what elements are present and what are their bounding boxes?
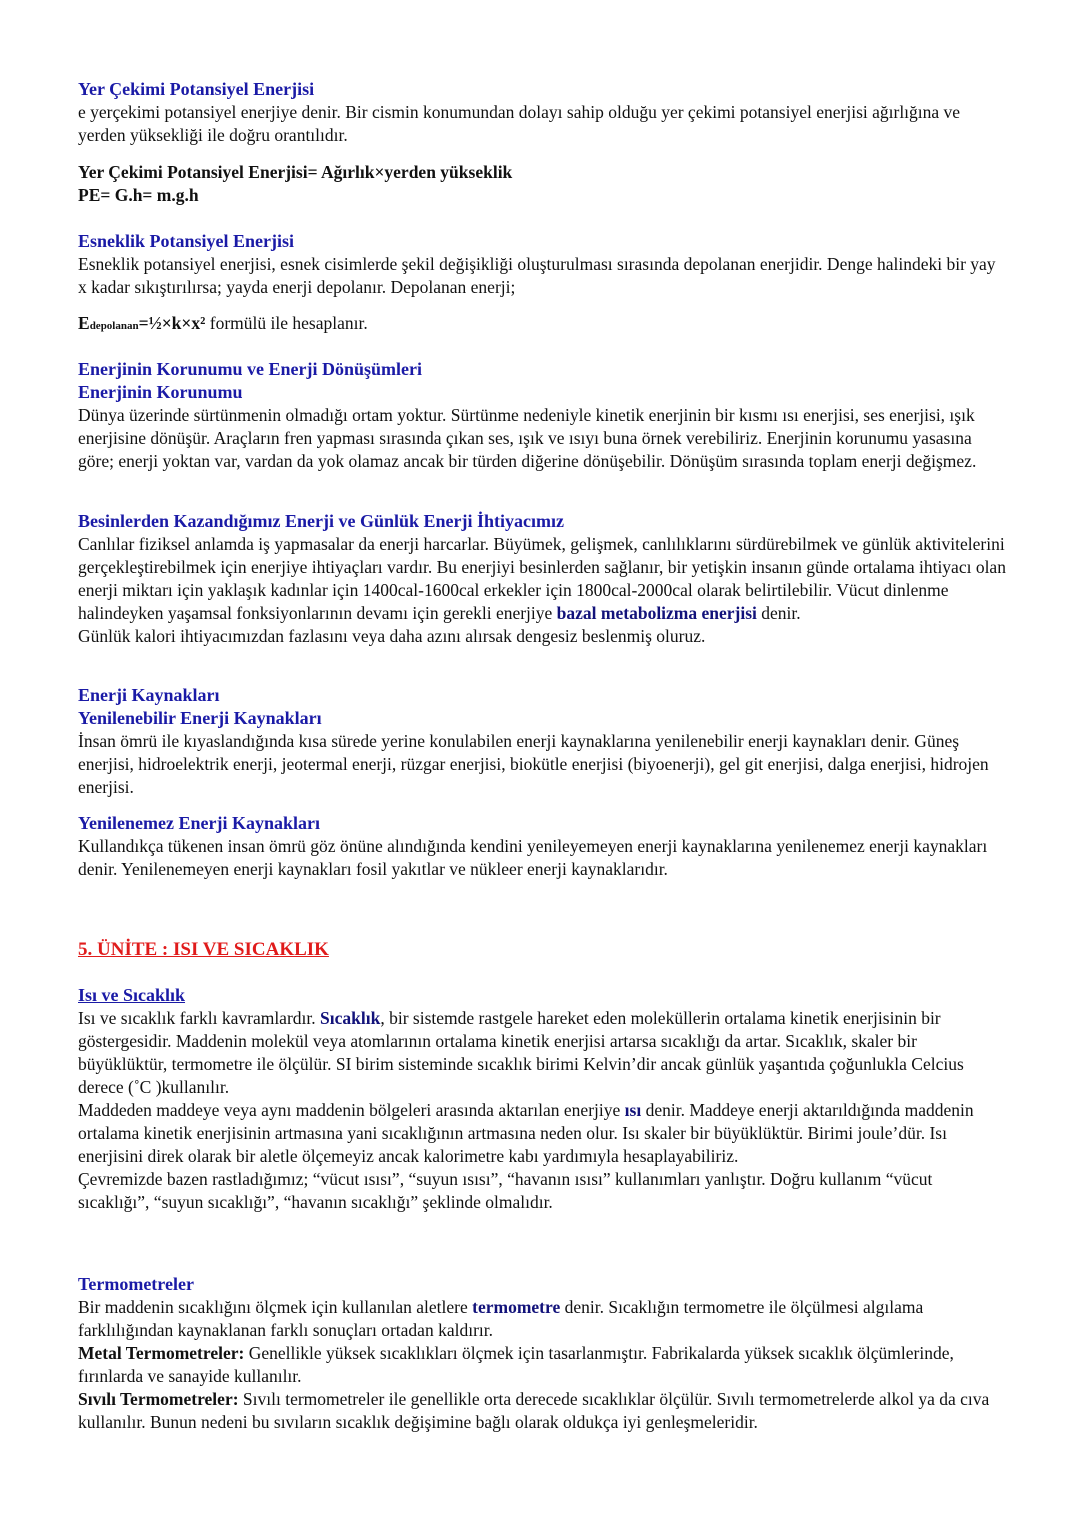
subheading: Enerjinin Korunumu bbox=[78, 382, 243, 402]
paragraph: e yerçekimi potansiyel enerjiye denir. Bir cismin konumundan dolayı sahip olduğu yer çekimi potansiyel enerjisi ağırlığına ve yerden yüksekliği ile doğru orantılıdır. bbox=[78, 102, 961, 145]
paragraph bbox=[78, 1296, 1008, 1342]
paragraph bbox=[78, 1099, 1008, 1168]
section-besinler bbox=[78, 510, 1008, 648]
paragraph: büyüklüktür, termometre ile ölçülür. SI birim sisteminde sıcaklık birimi Kelvin’dir ancak günlük yaşantıda çoğunlukla Celcius derece (˚C )kullanılır. bbox=[78, 1054, 964, 1097]
paragraph bbox=[78, 1388, 1008, 1434]
section-yer-cekimi bbox=[78, 78, 1008, 147]
highlight-term: Sıcaklık bbox=[320, 1008, 381, 1028]
formula-expression: =½×k×x² bbox=[138, 313, 206, 333]
paragraph: Esneklik potansiyel enerjisi, esnek cisimlerde şekil değişikliği oluşturulması sırasında depolanan enerjidir. Denge halindeki bir yay x kadar sıkıştırılırsa; yayda enerji depolanır. Depolanan enerji; bbox=[78, 254, 996, 297]
term-label: Sıvılı Termometreler: bbox=[78, 1389, 239, 1409]
section-termometreler bbox=[78, 1273, 1008, 1434]
formula-line bbox=[78, 312, 1008, 338]
heading: Isı ve Sıcaklık bbox=[78, 985, 186, 1005]
section-enerji-kaynaklari bbox=[78, 684, 1008, 799]
section-yenilenemez bbox=[78, 812, 1008, 881]
paragraph bbox=[78, 1342, 1008, 1388]
unit-title: 5. ÜNİTE : ISI VE SICAKLIK bbox=[78, 939, 329, 960]
heading: Esneklik Potansiyel Enerjisi bbox=[78, 231, 295, 251]
text: halindeyken yaşamsal fonksiyonlarının devamı için gerekli enerjiye bbox=[78, 603, 557, 623]
paragraph: İnsan ömrü ile kıyaslandığında kısa sürede yerine konulabilen enerji kaynaklarına yenilenebilir enerji kaynakları denir. Güneş enerjisi, hidroelektrik enerji, jeotermal enerji, rüzgar enerjisi, biokütle enerjisi (biyoenerji), gel git enerjisi, dalga enerjisi, hidrojen enerjisi. bbox=[78, 731, 989, 797]
highlight-term: ısı bbox=[624, 1100, 642, 1120]
subheading: Yenilenebilir Enerji Kaynakları bbox=[78, 708, 322, 728]
text: denir. Sıcaklığın termometre ile ölçülmesi algılama farklılığından kaynaklanan farklı sonuçları ortadan kaldırır. bbox=[78, 1297, 924, 1340]
text: Genellikle yüksek sıcaklıkları ölçmek için tasarlanmıştır. Fabrikalarda yüksek sıcaklık ölçümlerinde, fırınlarda ve sanayide kullanılır. bbox=[78, 1343, 954, 1386]
highlight-term: bazal metabolizma enerjisi bbox=[556, 603, 757, 623]
paragraph bbox=[78, 602, 1008, 625]
heading: Enerjinin Korunumu ve Enerji Dönüşümleri bbox=[78, 359, 423, 379]
heading: Besinlerden Kazandığımız Enerji ve Günlük Enerji İhtiyacımız bbox=[78, 511, 564, 531]
formula-tail: formülü ile hesaplanır. bbox=[205, 313, 368, 333]
text: , bir sistemde rastgele hareket eden moleküllerin ortalama kinetik enerjisinin bir göstergesidir. Maddenin molekül veya atomlarının ortalama kinetik enerjisi artarsa sıcaklığı da artar. Sıcaklık, skaler bir bbox=[78, 1008, 941, 1051]
text: denir. bbox=[756, 603, 801, 623]
heading: Yer Çekimi Potansiyel Enerjisi bbox=[78, 79, 315, 99]
text: Bir maddenin sıcaklığını ölçmek için kullanılan aletlere bbox=[78, 1297, 473, 1317]
paragraph: Kullandıkça tükenen insan ömrü göz önüne alındığında kendini yenileyemeyen enerji kaynaklarına yenilenemez enerji kaynakları denir. Yenilenemeyen enerji kaynakları fosil yakıtlar ve nükleer enerji kaynaklarıdır. bbox=[78, 836, 988, 879]
text: denir. Maddeye enerji aktarıldığında maddenin ortalama kinetik enerjisinin artmasına yani sıcaklığının artmasına neden olur. Isı skaler bir büyüklüktür. Birimi joule’dür. Isı enerjisini direk olarak bir aletle ölçemeyiz ancak kalorimetre kabı yardımıyla hesaplayabiliriz. bbox=[78, 1100, 974, 1166]
paragraph: Günlük kalori ihtiyacımızdan fazlasını veya daha azını alırsak dengesiz beslenmiş oluruz. bbox=[78, 626, 706, 646]
formula-symbol: E bbox=[78, 313, 90, 333]
heading: Termometreler bbox=[78, 1274, 194, 1294]
formula-block bbox=[78, 161, 1008, 207]
formula-line: PE= G.h= m.g.h bbox=[78, 185, 199, 205]
term-label: Metal Termometreler: bbox=[78, 1343, 245, 1363]
paragraph bbox=[78, 1007, 1008, 1053]
formula-subscript: depolanan bbox=[89, 320, 139, 332]
section-enerji-korunumu bbox=[78, 358, 1008, 473]
paragraph: Çevremizde bazen rastladığımız; “vücut ısısı”, “suyun ısısı”, “havanın ısısı” kullanımları yanlıştır. Doğru kullanım “vücut sıcaklığı”, “suyun sıcaklığı”, “havanın sıcaklığı” şeklinde olmalıdır. bbox=[78, 1169, 933, 1212]
esneklik-formula bbox=[78, 312, 1008, 338]
text: Maddeden maddeye veya aynı maddenin bölgeleri arasında aktarılan enerjiye bbox=[78, 1100, 625, 1120]
paragraph: Canlılar fiziksel anlamda iş yapmasalar da enerji harcarlar. Büyümek, gelişmek, canlılıklarını sürdürebilmek ve günlük aktivitelerini gerçekleştirebilmek için enerjiye ihtiyaçları vardır. Bu enerjiyi besinlerden sağlanır, bir yetişkin insanın günde ortalama ihtiyacı olan enerji miktarı için yaklaşık kadınlar için 1400cal-1600cal erkekler için 1800cal-2000cal olarak belirtilebilir. Vücut dinlenme bbox=[78, 534, 1006, 600]
formula-line: Yer Çekimi Potansiyel Enerjisi= Ağırlık×yerden yükseklik bbox=[78, 162, 513, 182]
highlight-term: termometre bbox=[472, 1297, 561, 1317]
heading: Enerji Kaynakları bbox=[78, 685, 220, 705]
paragraph: Dünya üzerinde sürtünmenin olmadığı ortam yoktur. Sürtünme nedeniyle kinetik enerjinin bir kısmı ısı enerjisi, ses enerjisi, ışık enerjisine dönüşür. Araçların fren yapması sırasında çıkan ses, ışık ve ısıyı buna örnek verebiliriz. Enerjinin korunumu yasasına göre; enerji yoktan var, vardan da yok olamaz ancak bir türden diğerine dönüşebilir. Dönüşüm sırasında toplam enerji değişmez. bbox=[78, 405, 977, 471]
text: Sıvılı termometreler ile genellikle orta derecede sıcaklıklar ölçülür. Sıvılı termometrelerde alkol ya da cıva kullanılır. Bunun nedeni bu sıvıların sıcaklık değişimine bağlı olarak oldukça iyi genleşmeleridir. bbox=[78, 1389, 990, 1432]
section-isi-sicaklik bbox=[78, 984, 1008, 1214]
unit-title-block bbox=[78, 938, 1008, 961]
section-esneklik bbox=[78, 230, 1008, 299]
heading: Yenilenemez Enerji Kaynakları bbox=[78, 813, 320, 833]
text: Isı ve sıcaklık farklı kavramlardır. bbox=[78, 1008, 321, 1028]
